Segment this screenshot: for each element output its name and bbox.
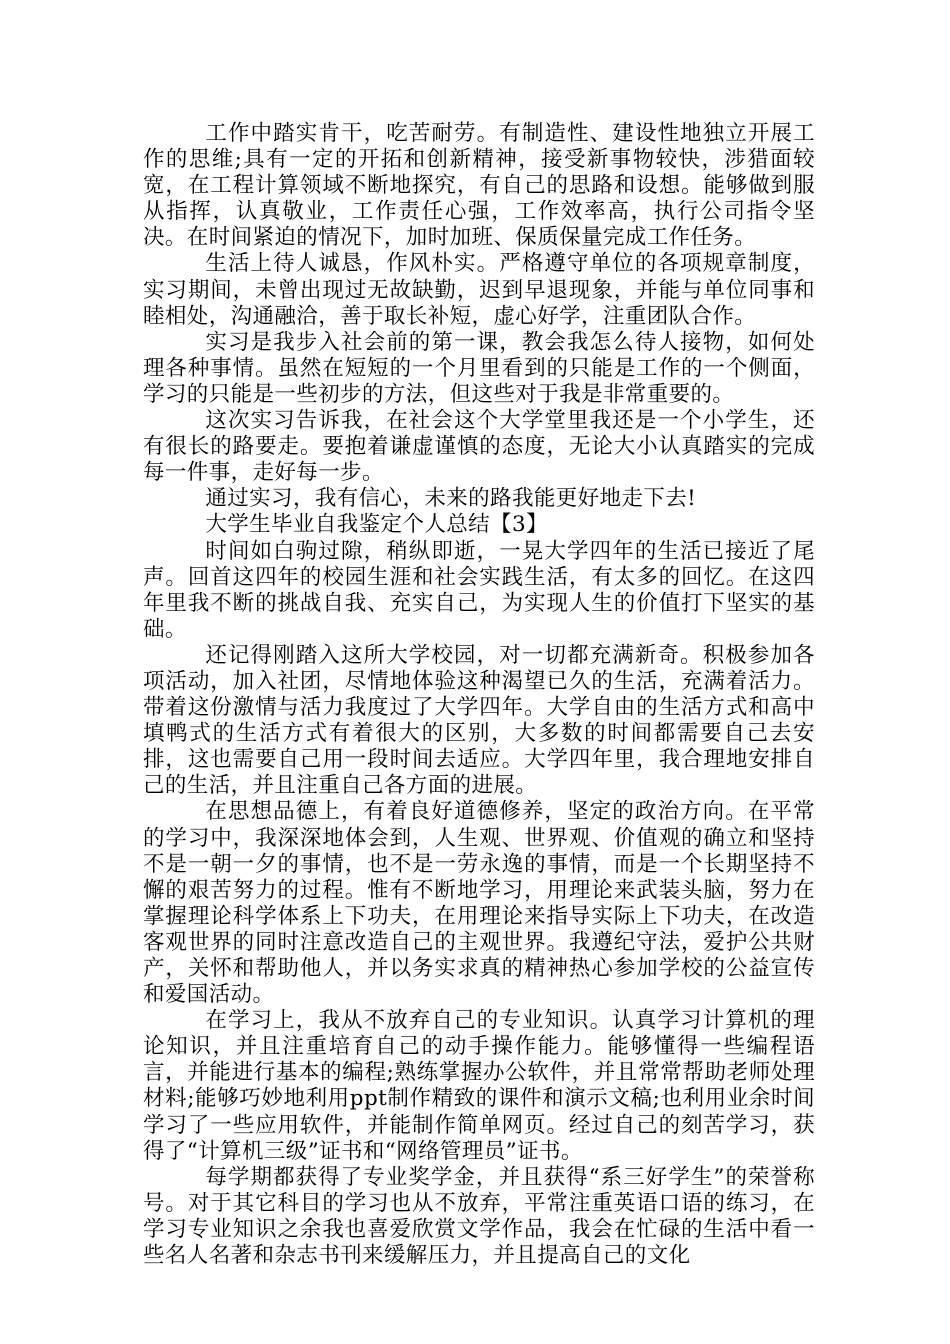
paragraph-internship-lesson: 实习是我步入社会前的第一课，教会我怎么待人接物，如何处理各种事情。虽然在短短的一个月里看到的只能是工作的一个侧面，学习的只能是一些初步的方法，但这些对于我是非常重要的。 xyxy=(143,329,815,407)
paragraph-moral-character: 在思想品德上，有着良好道德修养，坚定的政治方向。在平常的学习中，我深深地体会到，人生观、世界观、价值观的确立和坚持不是一朝一夕的事情，也不是一劳永逸的事情，而是一个长期坚持不懈的艰苦努力的过程。惟有不断地学习，用理论来武装头脑，努力在掌握理论科学体系上下功夫，在用理论来指导实际上下功夫，在改造客观世界的同时注意改造自己的主观世界。我遵纪守法，爱护公共财产，关怀和帮助他人，并以务实求真的精神热心参加学校的公益宣传和爱国活动。 xyxy=(143,799,815,1008)
paragraph-four-years: 时间如白驹过隙，稍纵即逝，一晃大学四年的生活已接近了尾声。回首这四年的校园生涯和社会实践生活，有太多的回忆。在这四年里我不断的挑战自我、充实自己，为实现人生的价值打下坚实的基础。 xyxy=(143,538,815,642)
document-body xyxy=(143,121,815,1269)
paragraph-campus-life: 还记得刚踏入这所大学校园，对一切都充满新奇。积极参加各项活动，加入社团，尽情地体验这种渴望已久的生活，充满着活力。带着这份激情与活力我度过了大学四年。大学自由的生活方式和高中填鸭式的生活方式有着很大的区别，大多数的时间都需要自己去安排，这也需要自己用一段时间去适应。大学四年里，我合理地安排自己的生活，并且注重自己各方面的进展。 xyxy=(143,642,815,799)
paragraph-awards: 每学期都获得了专业奖学金，并且获得“系三好学生”的荣誉称号。对于其它科目的学习也从不放弃，平常注重英语口语的练习，在学习专业知识之余我也喜爱欣赏文学作品，我会在忙碌的生活中看一些名人名著和杂志书刊来缓解压力，并且提高自己的文化 xyxy=(143,1164,815,1269)
paragraph-life-conduct: 生活上待人诚恳，作风朴实。严格遵守单位的各项规章制度，实习期间，未曾出现过无故缺勤，迟到早退现象，并能与单位同事和睦相处，沟通融洽，善于取长补短，虚心好学，注重团队合作。 xyxy=(143,251,815,329)
paragraph-work-attitude: 工作中踏实肯干，吃苦耐劳。有制造性、建设性地独立开展工作的思维;具有一定的开拓和创新精神，接受新事物较快，涉猎面较宽，在工程计算领域不断地探究，有自己的思路和设想。能够做到服从指挥，认真敬业，工作责任心强，工作效率高，执行公司指令坚决。在时间紧迫的情况下，加时加班、保质保量完成工作任务。 xyxy=(143,121,815,251)
paragraph-study: 在学习上，我从不放弃自己的专业知识。认真学习计算机的理论知识，并且注重培育自己的动手操作能力。能够懂得一些编程语言，并能进行基本的编程;熟练掌握办公软件，并且常常帮助老师处理材料;能够巧妙地利用ppt制作精致的课件和演示文稿;也利用业余时间学习了一些应用软件，并能制作简单网页。经过自己的刻苦学习，获得了“计算机三级”证书和“网络管理员”证书。 xyxy=(143,1008,815,1164)
section-heading: 大学生毕业自我鉴定个人总结【3】 xyxy=(205,512,548,538)
paragraph-confidence: 通过实习，我有信心，未来的路我能更好地走下去! xyxy=(205,486,697,512)
paragraph-internship-reflection: 这次实习告诉我，在社会这个大学堂里我还是一个小学生，还有很长的路要走。要抱着谦虚谨慎的态度，无论大小认真踏实的完成每一件事，走好每一步。 xyxy=(143,408,815,486)
